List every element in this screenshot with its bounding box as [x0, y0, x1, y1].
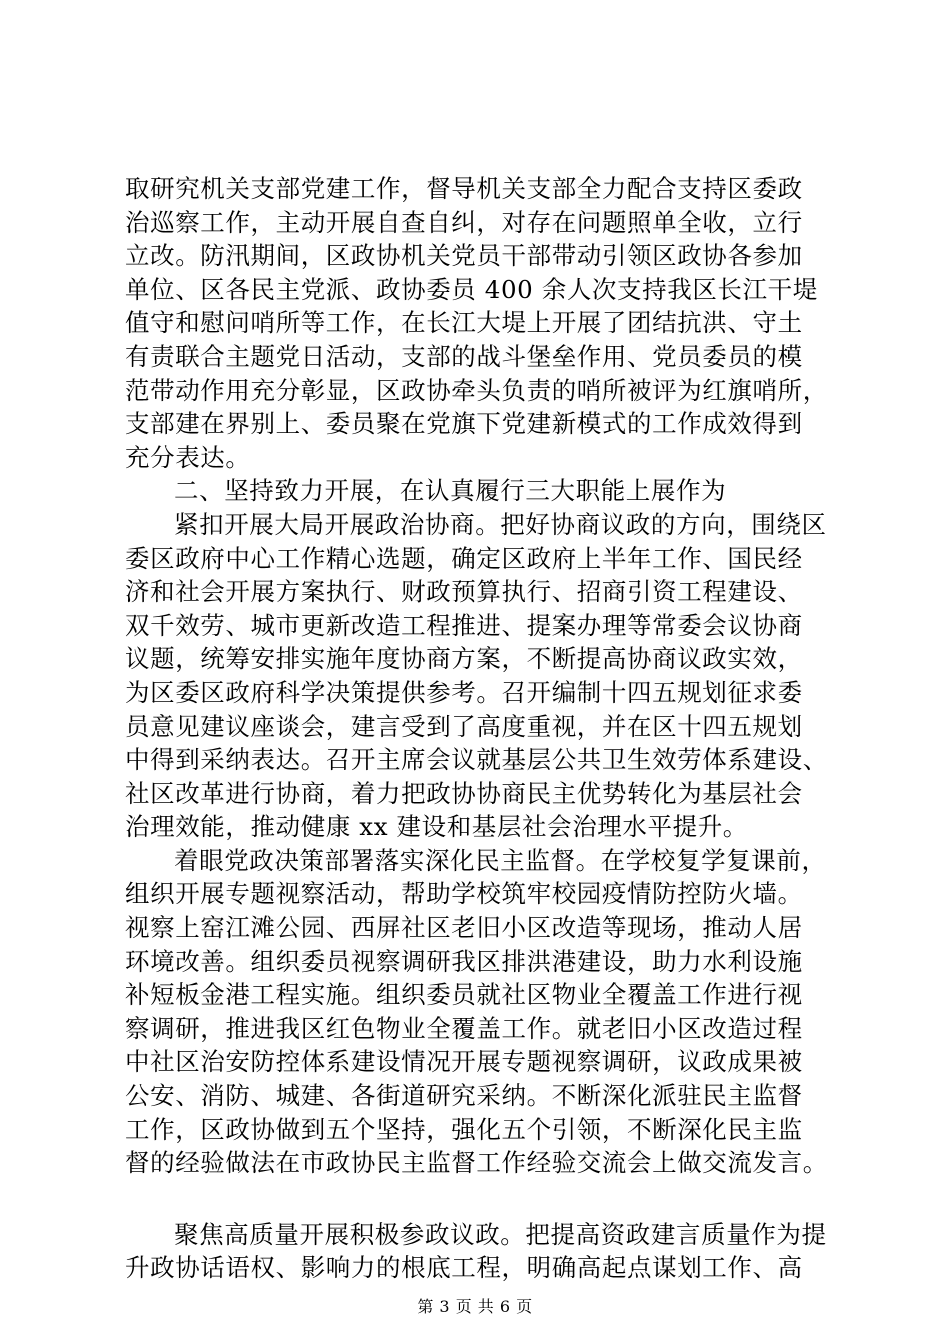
- text-line: 工作，区政协做到五个坚持，强化五个引领，不断深化民主监: [125, 1114, 803, 1144]
- text-line: 充分表达。: [125, 442, 251, 472]
- text-line: 治巡察工作，主动开展自查自纠，对存在问题照单全收，立行: [125, 207, 803, 237]
- text-line: 二、坚持致力开展，在认真履行三大职能上展作为: [174, 476, 727, 506]
- text-line: 督的经验做法在市政协民主监督工作经验交流会上做交流发言。: [125, 1148, 828, 1178]
- text-line: 取研究机关支部党建工作，督导机关支部全力配合支持区委政: [125, 174, 803, 203]
- text-line: 察调研，推进我区红色物业全覆盖工作。就老旧小区改造过程: [125, 1013, 803, 1043]
- text-line: 范带动作用充分彰显，区政协牵头负责的哨所被评为红旗哨所，: [125, 375, 828, 405]
- text-line: 为区委区政府科学决策提供参考。召开编制十四五规划征求委: [125, 677, 803, 707]
- text-line: 补短板金港工程实施。组织委员就社区物业全覆盖工作进行视: [125, 980, 803, 1010]
- text-line: 议题，统筹安排实施年度协商方案，不断提高协商议政实效，: [125, 644, 803, 674]
- text-line: 委区政府中心工作精心选题，确定区政府上半年工作、国民经: [125, 543, 803, 573]
- text-line: 单位、区各民主党派、政协委员 400 余人次支持我区长江干堤: [125, 274, 818, 304]
- text-line: 环境改善。组织委员视察调研我区排洪港建设，助力水利设施: [125, 946, 803, 976]
- paragraph-block-main: [125, 172, 845, 1180]
- text-line: 聚焦高质量开展积极参政议政。把提高资政建言质量作为提: [174, 1219, 827, 1249]
- text-line: 济和社会开展方案执行、财政预算执行、招商引资工程建设、: [125, 577, 803, 607]
- text-line: 值守和慰问哨所等工作，在长江大堤上开展了团结抗洪、守土: [125, 308, 803, 338]
- text-line: 紧扣开展大局开展政治协商。把好协商议政的方向，围绕区: [174, 509, 827, 539]
- text-line: 支部建在界别上、委员聚在党旗下党建新模式的工作成效得到: [125, 409, 803, 439]
- text-line: 中得到采纳表达。召开主席会议就基层公共卫生效劳体系建设、: [125, 745, 828, 775]
- text-line: 升政协话语权、影响力的根底工程，明确高起点谋划工作、高: [125, 1253, 803, 1283]
- paragraph-gap: [125, 1180, 845, 1218]
- text-line: 治理效能，推动健康 xx 建设和基层社会治理水平提升。: [125, 812, 748, 842]
- text-line: 着眼党政决策部署落实深化民主监督。在学校复学复课前，: [174, 845, 827, 875]
- text-line: 双千效劳、城市更新改造工程推进、提案办理等常委会议协商: [125, 610, 803, 640]
- text-line: 组织开展专题视察活动，帮助学校筑牢校园疫情防控防火墙。: [125, 879, 803, 909]
- text-line: 员意见建议座谈会，建言受到了高度重视，并在区十四五规划: [125, 711, 803, 741]
- text-line: 立改。防汛期间，区政协机关党员干部带动引领区政协各参加: [125, 241, 803, 271]
- paragraph-block-final: [125, 1218, 845, 1285]
- text-line: 中社区治安防控体系建设情况开展专题视察调研，议政成果被: [125, 1047, 803, 1077]
- document-body: [125, 172, 845, 1285]
- text-line: 社区改革进行协商，着力把政协协商民主优势转化为基层社会: [125, 778, 803, 808]
- page-footer: 第 3 页 共 6 页: [417, 1297, 533, 1316]
- text-line: 有责联合主题党日活动，支部的战斗堡垒作用、党员委员的模: [125, 341, 803, 371]
- text-line: 视察上窑江滩公园、西屏社区老旧小区改造等现场，推动人居: [125, 913, 803, 943]
- text-line: 公安、消防、城建、各街道研究采纳。不断深化派驻民主监督: [125, 1081, 803, 1111]
